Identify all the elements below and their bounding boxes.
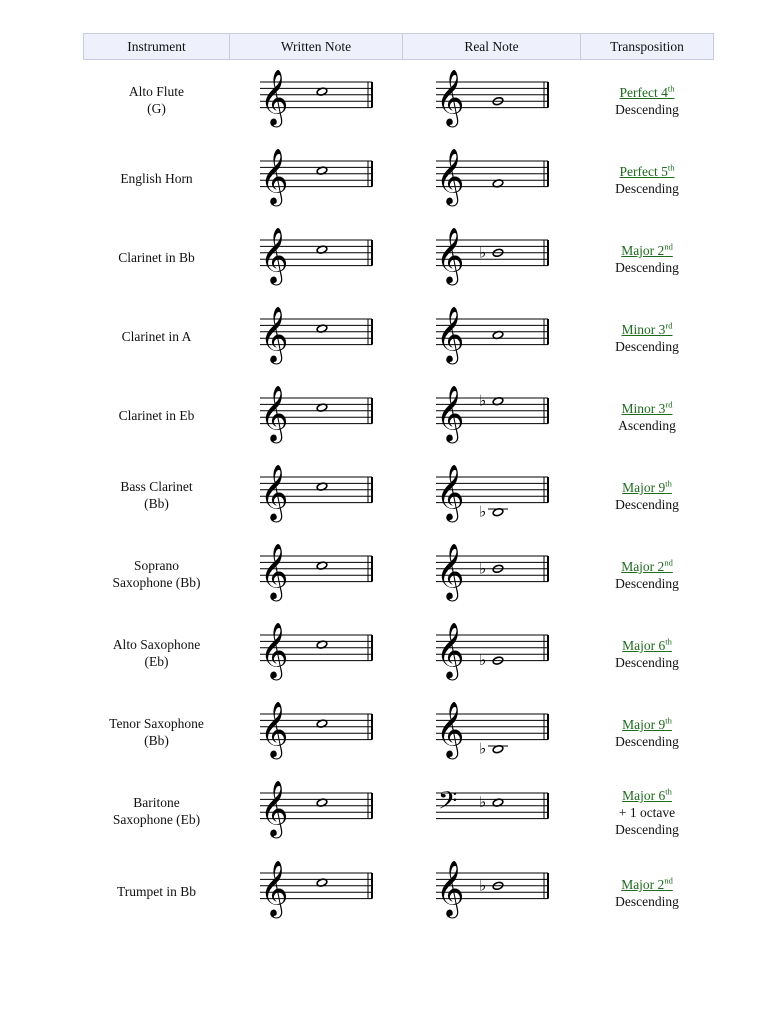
interval-label [622,401,673,416]
instrument-cell [84,771,230,850]
treble-clef-icon: 𝄞 [435,860,464,917]
real-note-staff [432,701,552,763]
real-note-cell [403,139,581,218]
table-row [84,455,714,534]
treble-clef-icon: 𝄞 [435,700,464,757]
instrument-name: Alto Flute (G) [128,83,185,116]
interval-ordinal-suffix: th [665,478,672,489]
table-header-row [84,34,714,60]
header-written-note: Written Note [230,34,403,60]
interval-name: Major 9 [622,480,666,496]
interval-label [622,322,673,337]
instrument-cell [84,139,230,218]
interval-label [621,559,673,574]
treble-clef-icon: 𝄞 [260,147,289,204]
written-note-staff [256,306,376,368]
written-note-staff [256,69,376,131]
written-note-cell [230,297,403,376]
written-note-cell [230,60,403,140]
direction-label: Descending [615,893,679,909]
interval-name: Perfect 4 [619,85,668,101]
treble-clef-icon: 𝄞 [260,463,289,520]
transposition-cell [581,534,714,613]
direction-label: Descending [615,339,679,355]
transposition-cell [581,455,714,534]
table-row [84,376,714,455]
interval-name: Major 2 [621,876,665,892]
interval-label [622,717,672,732]
transposition-cell [581,692,714,771]
real-note-staff [432,306,552,368]
written-note-cell [230,455,403,534]
real-note-cell [403,60,581,140]
written-note-staff [256,780,376,842]
table-row [84,139,714,218]
instrument-name: English Horn [120,171,193,186]
interval-ordinal-suffix: th [665,786,672,797]
real-note-cell [403,613,581,692]
treble-clef-icon: 𝄞 [435,226,464,283]
real-note-cell [403,218,581,297]
interval-label [620,164,675,179]
interval-name: Minor 3 [621,322,666,338]
table-row [84,771,714,850]
direction-label: Descending [615,734,679,750]
written-note-cell [230,613,403,692]
direction-label: Ascending [618,418,676,434]
interval-label [622,638,672,653]
real-note-cell [403,297,581,376]
header-transposition: Transposition [581,34,714,60]
transposition-cell [581,850,714,932]
interval-name: Major 2 [621,243,665,259]
treble-clef-icon: 𝄞 [435,305,464,362]
interval-name: Major 2 [621,559,665,575]
flat-icon: ♭ [478,502,486,521]
interval-ordinal-suffix: th [667,162,675,173]
transposition-cell [581,218,714,297]
real-note-staff [432,780,552,842]
direction-label: Descending [615,497,679,513]
transposition-cell [581,771,714,850]
instrument-name: Bass Clarinet (Bb) [120,478,193,511]
real-note-cell [403,455,581,534]
written-note-cell [230,771,403,850]
interval-ordinal-suffix: th [665,636,672,647]
written-note-cell [230,850,403,932]
written-note-staff [256,148,376,210]
transposition-cell [581,297,714,376]
instrument-name: Baritone Saxophone (Eb) [112,794,201,827]
transposition-table [83,33,714,932]
interval-name: Minor 3 [621,401,666,417]
direction-label: Descending [615,655,679,671]
interval-label [622,788,672,803]
instrument-name: Soprano Saxophone (Bb) [112,557,201,590]
transposition-cell [581,613,714,692]
interval-label [620,85,675,100]
instrument-name: Clarinet in Eb [118,408,195,423]
written-note-staff [256,464,376,526]
written-note-staff [256,385,376,447]
direction-label: Descending [615,576,679,592]
transposition-cell [581,60,714,140]
real-note-staff [432,148,552,210]
real-note-cell [403,850,581,932]
interval-ordinal-suffix: th [665,715,672,726]
instrument-cell [84,455,230,534]
direction-label: Descending [615,181,679,197]
treble-clef-icon: 𝄞 [435,384,464,441]
treble-clef-icon: 𝄞 [260,384,289,441]
treble-clef-icon: 𝄞 [435,542,464,599]
instrument-name: Tenor Saxophone (Bb) [109,715,204,748]
flat-icon: ♭ [478,558,486,577]
flat-icon: ♭ [478,739,486,758]
bass-clef-icon: 𝄢 [437,785,457,821]
direction-label: + 1 octave Descending [615,804,679,837]
real-note-staff [432,385,552,447]
interval-ordinal-suffix: nd [664,241,673,252]
written-note-cell [230,139,403,218]
flat-icon: ♭ [478,391,486,410]
table-row [84,297,714,376]
instrument-name: Clarinet in Bb [118,250,195,265]
flat-icon: ♭ [478,876,486,895]
treble-clef-icon: 𝄞 [435,147,464,204]
treble-clef-icon: 𝄞 [435,463,464,520]
real-note-staff [432,622,552,684]
treble-clef-icon: 𝄞 [260,860,289,917]
interval-ordinal-suffix: th [667,83,675,94]
interval-ordinal-suffix: rd [665,320,673,331]
table-row [84,850,714,932]
written-note-staff [256,622,376,684]
instrument-name: Trumpet in Bb [116,883,197,899]
instrument-cell [84,692,230,771]
real-note-staff [432,543,552,605]
interval-label [622,480,672,495]
treble-clef-icon: 𝄞 [260,779,289,836]
real-note-staff [432,860,552,922]
flat-icon: ♭ [478,792,486,811]
instrument-cell [84,297,230,376]
treble-clef-icon: 𝄞 [260,226,289,283]
real-note-staff [432,69,552,131]
treble-clef-icon: 𝄞 [435,68,464,125]
instrument-cell [84,60,230,140]
interval-name: Major 6 [622,787,666,803]
header-real-note: Real Note [403,34,581,60]
header-instrument: Instrument [84,34,230,60]
written-note-staff [256,701,376,763]
interval-name: Perfect 5 [619,164,668,180]
interval-label [621,877,673,892]
table-row [84,60,714,140]
transposition-cell [581,376,714,455]
treble-clef-icon: 𝄞 [260,542,289,599]
interval-ordinal-suffix: rd [665,399,673,410]
instrument-name: Clarinet in A [121,329,192,344]
written-note-cell [230,534,403,613]
table-row [84,613,714,692]
treble-clef-icon: 𝄞 [435,621,464,678]
treble-clef-icon: 𝄞 [260,700,289,757]
real-note-cell [403,376,581,455]
interval-ordinal-suffix: nd [664,557,673,568]
written-note-staff [256,860,376,922]
treble-clef-icon: 𝄞 [260,621,289,678]
real-note-cell [403,534,581,613]
instrument-name: Alto Saxophone (Eb) [112,636,201,669]
table-row [84,218,714,297]
real-note-staff [432,464,552,526]
real-note-staff [432,227,552,289]
treble-clef-icon: 𝄞 [260,305,289,362]
interval-label [621,243,673,258]
interval-ordinal-suffix: nd [664,875,673,886]
treble-clef-icon: 𝄞 [260,68,289,125]
table-row [84,692,714,771]
instrument-cell [84,534,230,613]
direction-label: Descending [615,102,679,118]
real-note-cell [403,692,581,771]
instrument-cell [84,376,230,455]
written-note-staff [256,543,376,605]
instrument-cell [84,218,230,297]
instrument-cell [84,613,230,692]
flat-icon: ♭ [478,650,486,669]
written-note-cell [230,218,403,297]
flat-icon: ♭ [478,242,486,261]
written-note-cell [230,376,403,455]
written-note-cell [230,692,403,771]
transposition-cell [581,139,714,218]
interval-name: Major 6 [622,638,666,654]
direction-label: Descending [615,260,679,276]
written-note-staff [256,227,376,289]
real-note-cell [403,771,581,850]
instrument-cell [84,850,230,932]
table-row [84,534,714,613]
interval-name: Major 9 [622,717,666,733]
